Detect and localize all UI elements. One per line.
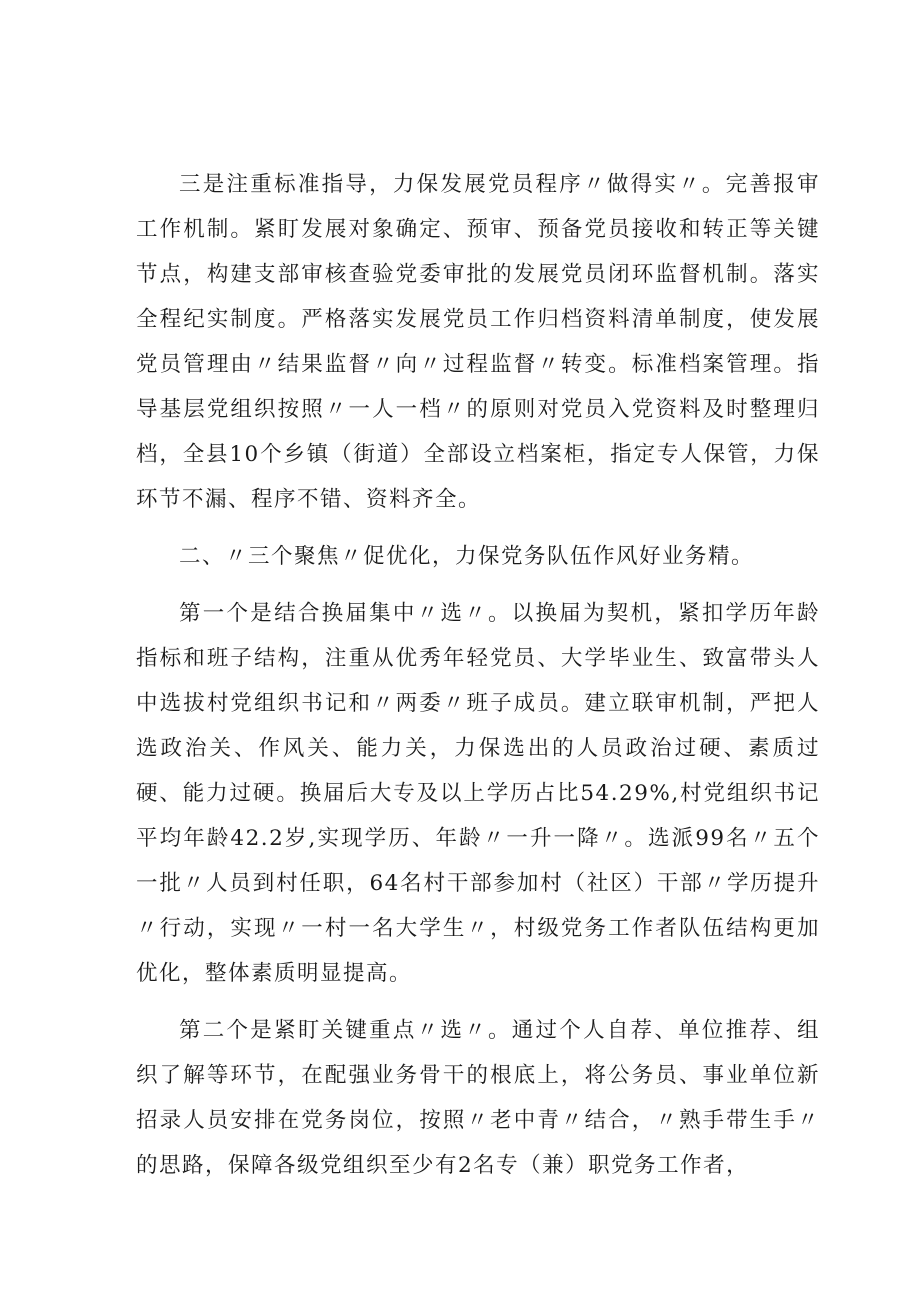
paragraph-key-selection: 第二个是紧盯关键重点〃选〃。通过个人自荐、单位推荐、组织了解等环节，在配强业务骨干的根底上，将公务员、事业单位新招录人员安排在党务岗位，按照〃老中青〃结合，〃熟手带生手〃的思路，保障各级党组织至少有2名专（兼）职党务工作者， — [136, 1018, 820, 1178]
document-body — [136, 162, 820, 1200]
section-heading-three-focus: 二、〃三个聚焦〃促优化，力保党务队伍作风好业务精。 — [179, 544, 755, 569]
paragraph-standard-guidance: 三是注重标准指导，力保发展党员程序〃做得实〃。完善报审工作机制。紧盯发展对象确定、预审、预备党员接收和转正等关键节点，构建支部审核查验党委审批的发展党员闭环监督机制。落实全程纪实制度。严格落实发展党员工作归档资料清单制度，使发展党员管理由〃结果监督〃向〃过程监督〃转变。标准档案管理。指导基层党组织按照〃一人一档〃的原则对党员入党资料及时整理归档，全县10个乡镇（街道）全部设立档案柜，指定专人保管，力保环节不漏、程序不错、资料齐全。 — [136, 172, 820, 512]
paragraph-election-selection: 第一个是结合换届集中〃选〃。以换届为契机，紧扣学历年龄指标和班子结构，注重从优秀年轻党员、大学毕业生、致富带头人中选拔村党组织书记和〃两委〃班子成员。建立联审机制，严把人选政治关、作风关、能力关，力保选出的人员政治过硬、素质过硬、能力过硬。换届后大专及以上学历占比54.29%,村党组织书记平均年龄42.2岁,实现学历、年龄〃一升一降〃。选派99名〃五个一批〃人员到村任职，64名村干部参加村（社区）干部〃学历提升〃行动，实现〃一村一名大学生〃，村级党务工作者队伍结构更加优化，整体素质明显提高。 — [136, 601, 820, 986]
